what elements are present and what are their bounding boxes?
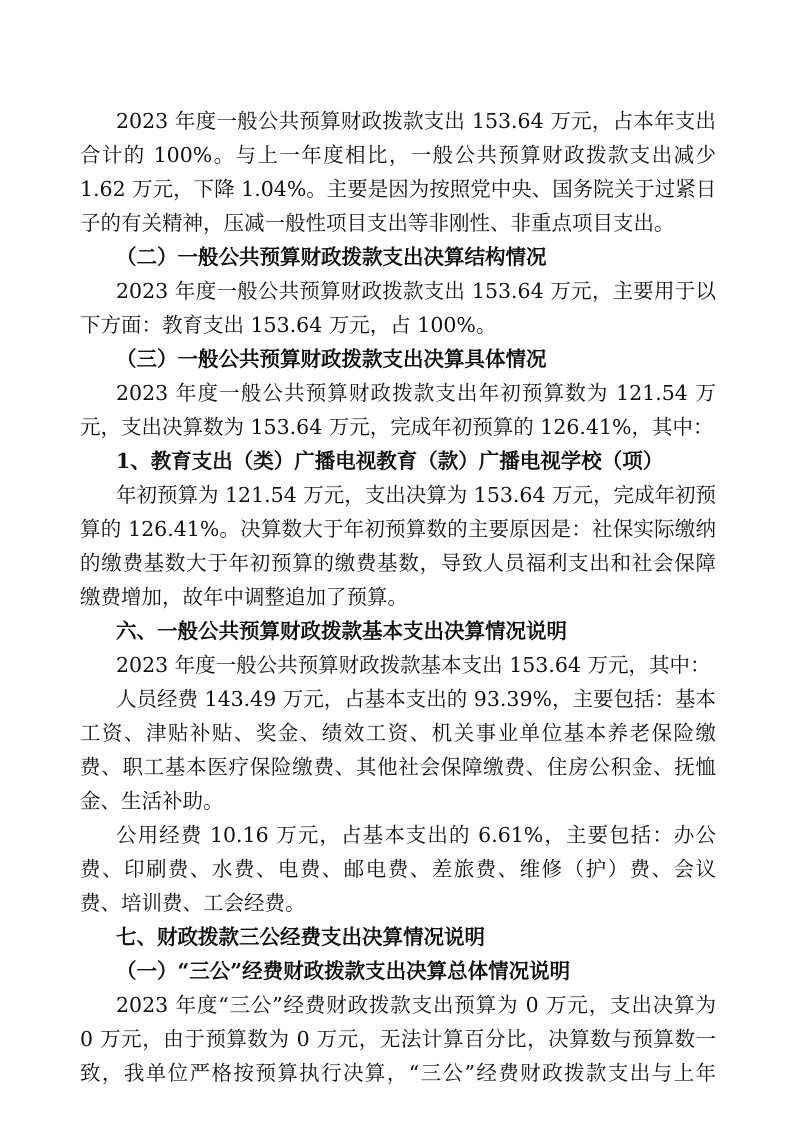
paragraph-line: 子的有关精神，压减一般性项目支出等非刚性、非重点项目支出。 bbox=[80, 211, 675, 235]
paragraph-line: 0 万元，由于预算数为 0 万元，无法计算百分比，决算数与预算数一 bbox=[80, 1027, 716, 1051]
paragraph-line: 算的 126.41%。决算数大于年初预算数的主要原因是：社保实际缴纳 bbox=[80, 517, 716, 541]
paragraph-line: 2023 年度一般公共预算财政拨款基本支出 153.64 万元，其中： bbox=[116, 653, 711, 677]
paragraph-line: 元，支出决算数为 153.64 万元，完成年初预算的 126.41%，其中： bbox=[80, 415, 714, 439]
section-heading: 六、一般公共预算财政拨款基本支出决算情况说明 bbox=[116, 619, 567, 643]
paragraph-line: 2023 年度一般公共预算财政拨款支出 153.64 万元，主要用于以 bbox=[116, 279, 716, 303]
paragraph-line: 缴费增加，故年中调整追加了预算。 bbox=[80, 585, 408, 609]
section-heading: 1、教育支出（类）广播电视教育（款）广播电视学校（项） bbox=[116, 449, 664, 473]
paragraph-line: 费、培训费、工会经费。 bbox=[80, 891, 306, 915]
paragraph-line: 金、生活补助。 bbox=[80, 789, 224, 813]
section-heading: 七、财政拨款三公经费支出决算情况说明 bbox=[116, 925, 485, 949]
paragraph-line: 合计的 100%。与上一年度相比，一般公共预算财政拨款支出减少 bbox=[80, 143, 716, 167]
paragraph-line: 2023 年度一般公共预算财政拨款支出 153.64 万元，占本年支出 bbox=[116, 109, 716, 133]
paragraph-line: 致，我单位严格按预算执行决算，“三公”经费财政拨款支出与上年 bbox=[80, 1061, 716, 1085]
paragraph-line: 2023 年度一般公共预算财政拨款支出年初预算数为 121.54 万 bbox=[116, 381, 716, 405]
paragraph-line: 年初预算为 121.54 万元，支出决算为 153.64 万元，完成年初预 bbox=[116, 483, 716, 507]
paragraph-line: 下方面：教育支出 153.64 万元，占 100%。 bbox=[80, 313, 497, 337]
paragraph-line: 工资、津贴补贴、奖金、绩效工资、机关事业单位基本养老保险缴 bbox=[80, 721, 716, 745]
paragraph-line: 2023 年度“三公”经费财政拨款支出预算为 0 万元，支出决算为 bbox=[116, 993, 716, 1017]
section-heading: （二）一般公共预算财政拨款支出决算结构情况 bbox=[116, 245, 547, 269]
paragraph-line: 公用经费 10.16 万元，占基本支出的 6.61%，主要包括：办公 bbox=[116, 823, 716, 847]
paragraph-line: 费、职工基本医疗保险缴费、其他社会保障缴费、住房公积金、抚恤 bbox=[80, 755, 716, 779]
paragraph-line: 人员经费 143.49 万元，占基本支出的 93.39%，主要包括：基本 bbox=[116, 687, 716, 711]
section-heading: （一）“三公”经费财政拨款支出决算总体情况说明 bbox=[116, 959, 571, 983]
section-heading: （三）一般公共预算财政拨款支出决算具体情况 bbox=[116, 347, 547, 371]
paragraph-line: 的缴费基数大于年初预算的缴费基数，导致人员福利支出和社会保障 bbox=[80, 551, 716, 575]
paragraph-line: 费、印刷费、水费、电费、邮电费、差旅费、维修（护）费、会议 bbox=[80, 857, 716, 881]
paragraph-line: 1.62 万元，下降 1.04%。主要是因为按照党中央、国务院关于过紧日 bbox=[80, 177, 716, 201]
